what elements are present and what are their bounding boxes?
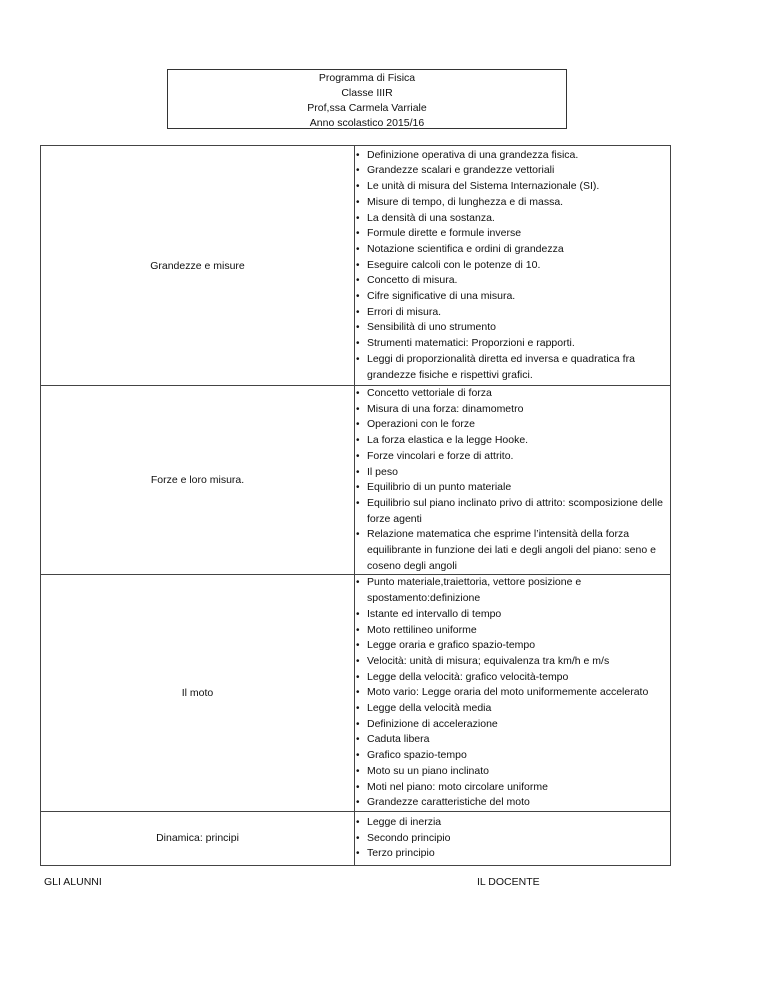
topic-cell — [41, 811, 355, 865]
list-item: • La forza elastica e la legge Hooke. — [355, 433, 670, 449]
list-item: • Istante ed intervallo di tempo — [355, 607, 670, 623]
topic-label: Forze e loro misura. — [150, 474, 245, 487]
list-item: • Punto materiale,traiettoria, vettore posizione e spostamento:definizione — [355, 575, 670, 606]
list-item: • Definizione operativa di una grandezza fisica. — [355, 148, 670, 164]
topic-items-list — [355, 575, 670, 811]
list-item: • Misura di una forza: dinamometro — [355, 402, 670, 418]
topic-cell — [41, 146, 355, 386]
list-item: • Moto rettilineo uniforme — [355, 623, 670, 639]
list-item: • Forze vincolari e forze di attrito. — [355, 449, 670, 465]
topic-items-list — [355, 386, 670, 574]
items-cell — [355, 575, 671, 812]
students-signature-label: GLI ALUNNI — [44, 876, 102, 888]
header-class: Classe IIIR — [341, 87, 393, 99]
list-item: • Strumenti matematici: Proporzioni e rapporti. — [355, 336, 670, 352]
list-item: • Legge della velocità: grafico velocità-tempo — [355, 670, 670, 686]
header-title: Programma di Fisica — [318, 72, 416, 84]
list-item: • Secondo principio — [355, 831, 670, 847]
list-item: • Moti nel piano: moto circolare uniforme — [355, 780, 670, 796]
table-row — [41, 386, 671, 575]
topic-cell — [41, 575, 355, 812]
items-cell — [355, 811, 671, 865]
list-item: • Concetto vettoriale di forza — [355, 386, 670, 402]
list-item: • Operazioni con le forze — [355, 417, 670, 433]
list-item: • Notazione scientifica e ordini di grandezza — [355, 242, 670, 258]
list-item: • Grandezze scalari e grandezze vettoriali — [355, 163, 670, 179]
list-item: • Legge di inerzia — [355, 815, 670, 831]
list-item: • Velocità: unità di misura; equivalenza tra km/h e m/s — [355, 654, 670, 670]
topic-items-list — [355, 815, 670, 862]
header-school-year: Anno scolastico 2015/16 — [309, 117, 425, 129]
list-item: • Moto vario: Legge oraria del moto uniformemente accelerato — [355, 685, 670, 701]
list-item: • Definizione di accelerazione — [355, 717, 670, 733]
list-item: • Equilibrio di un punto materiale — [355, 480, 670, 496]
list-item: • Moto su un piano inclinato — [355, 764, 670, 780]
topic-label: Grandezze e misure — [150, 259, 245, 272]
list-item: • Cifre significative di una misura. — [355, 289, 670, 305]
topic-label: Dinamica: principi — [156, 832, 239, 845]
list-item: • Legge oraria e grafico spazio-tempo — [355, 638, 670, 654]
teacher-signature-label: IL DOCENTE — [477, 876, 540, 888]
table-row — [41, 811, 671, 865]
list-item: • Misure di tempo, di lunghezza e di massa. — [355, 195, 670, 211]
list-item: • Equilibrio sul piano inclinato privo di attrito: scomposizione delle forze agenti — [355, 496, 670, 527]
topic-cell — [41, 386, 355, 575]
items-cell — [355, 386, 671, 575]
list-item: • Errori di misura. — [355, 305, 670, 321]
items-cell — [355, 146, 671, 386]
list-item: • Relazione matematica che esprime l’intensità della forza equilibrante in funzione dei lati e degli angoli del piano: seno e coseno degli angoli — [355, 527, 670, 574]
table-row — [41, 575, 671, 812]
table-row — [41, 146, 671, 386]
list-item: • Grandezze caratteristiche del moto — [355, 795, 670, 811]
list-item: • Grafico spazio-tempo — [355, 748, 670, 764]
list-item: • Caduta libera — [355, 732, 670, 748]
list-item: • La densità di una sostanza. — [355, 211, 670, 227]
list-item: • Le unità di misura del Sistema Internazionale (SI). — [355, 179, 670, 195]
list-item: • Terzo principio — [355, 846, 670, 862]
list-item: • Eseguire calcoli con le potenze di 10. — [355, 258, 670, 274]
document-header — [167, 69, 567, 129]
list-item: • Sensibilità di uno strumento — [355, 320, 670, 336]
list-item: • Leggi di proporzionalità diretta ed inversa e quadratica fra grandezze fisiche e rispettivi grafici. — [355, 352, 670, 383]
list-item: • Concetto di misura. — [355, 273, 670, 289]
list-item: • Il peso — [355, 465, 670, 481]
list-item: • Legge della velocità media — [355, 701, 670, 717]
topic-label: Il moto — [181, 687, 214, 700]
topic-items-list — [355, 148, 670, 384]
program-table — [40, 145, 671, 866]
list-item: • Formule dirette e formule inverse — [355, 226, 670, 242]
header-teacher: Prof,ssa Carmela Varriale — [307, 102, 427, 114]
